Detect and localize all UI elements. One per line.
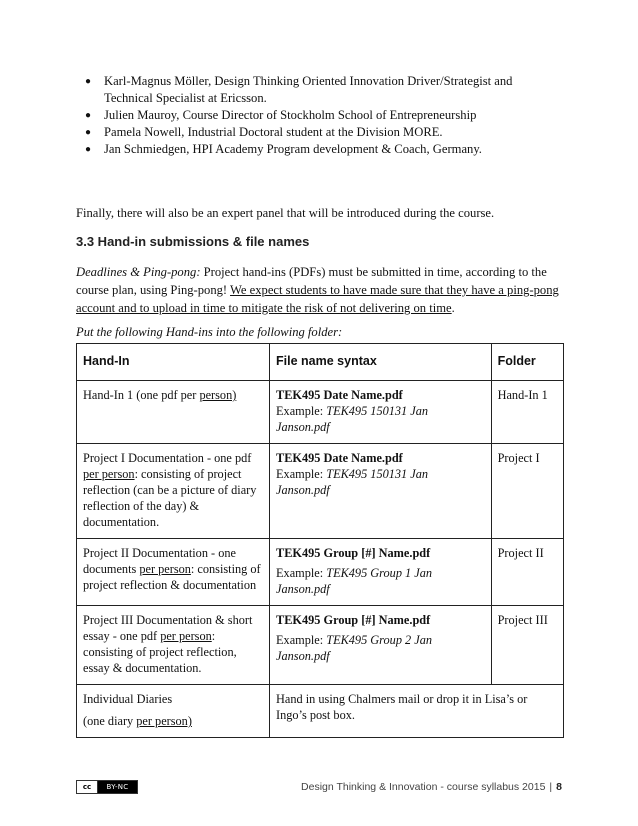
handin-cell <box>77 381 270 444</box>
list-item: ● Pamela Nowell, Industrial Doctoral student at the Division MORE. <box>76 124 546 141</box>
handin-text: Project III Documentation & short essay - one pdf <box>83 613 253 643</box>
list-item: ● Julien Mauroy, Course Director of Stockholm School of Entrepreneurship <box>76 107 546 124</box>
handin-cell <box>77 444 270 539</box>
table-row <box>77 606 564 685</box>
license-label: BY-NC <box>98 781 137 793</box>
header-folder: Folder <box>491 344 563 381</box>
file-name-cell <box>270 539 492 606</box>
folder-cell: Project I <box>491 444 563 539</box>
put-following-instruction: Put the following Hand-ins into the following folder: <box>76 325 343 339</box>
header-handin: Hand-In <box>77 344 270 381</box>
table-header-row <box>77 344 564 381</box>
handin-underlined: per person <box>139 562 191 576</box>
example-value: TEK495 Group 2 Jan Janson.pdf <box>276 633 433 663</box>
handin-underlined: per person <box>160 629 212 643</box>
list-item: ● Karl-Magnus Möller, Design Thinking Oriented Innovation Driver/Strategist and Technical Specialist at Ericsson. <box>76 73 546 107</box>
handin-text: Hand-In 1 (one pdf per <box>83 388 200 402</box>
footer-title: Design Thinking & Innovation - course syllabus 2015 <box>301 781 546 793</box>
handin-text-end: : consisting of project reflection (can be a picture of diary reflection of the day) & documentation. <box>83 467 257 529</box>
file-name-syntax: TEK495 Date Name.pdf <box>276 388 403 402</box>
page-number: 8 <box>556 781 562 793</box>
handin-cell <box>77 606 270 685</box>
file-name-cell <box>270 444 492 539</box>
table-row <box>77 381 564 444</box>
example-value: TEK495 150131 Jan Janson.pdf <box>276 404 429 434</box>
folder-cell: Project III <box>491 606 563 685</box>
folder-cell: Hand-In 1 <box>491 381 563 444</box>
section-heading: 3.3 Hand-in submissions & file names <box>76 234 310 249</box>
table-row <box>77 685 564 738</box>
file-name-cell <box>270 606 492 685</box>
folder-cell: Project II <box>491 539 563 606</box>
file-name-example <box>276 466 485 498</box>
example-value: TEK495 150131 Jan Janson.pdf <box>276 467 429 497</box>
diaries-sub <box>83 713 263 729</box>
diaries-instruction: Hand in using Chalmers mail or drop it in Lisa’s or Ingo’s post box. <box>270 685 564 738</box>
example-label: Example: <box>276 633 327 647</box>
example-label: Example: <box>276 566 327 580</box>
file-name-cell <box>270 381 492 444</box>
handin-text: Project II Documentation - one documents <box>83 546 236 576</box>
diaries-sub-underlined: per person) <box>136 714 192 728</box>
handin-text-end: : consisting of project reflection, essay & documentation. <box>83 629 237 675</box>
diaries-title: Individual Diaries <box>83 692 173 706</box>
example-value: TEK495 Group 1 Jan Janson.pdf <box>276 566 433 596</box>
handin-underlined: per person <box>83 467 135 481</box>
handin-text: Project I Documentation - one pdf <box>83 451 252 465</box>
file-name-example <box>276 632 485 664</box>
handin-cell <box>77 539 270 606</box>
file-name-example <box>276 565 485 597</box>
footer-separator: | <box>549 781 553 793</box>
example-label: Example: <box>276 467 327 481</box>
header-file-name-syntax: File name syntax <box>270 344 492 381</box>
table-row <box>77 444 564 539</box>
page-footer <box>301 781 562 793</box>
handin-table <box>76 343 564 738</box>
deadlines-text: Project hand-ins (PDFs) must be submitted in time, according to the course plan, using Ping-pong! <box>76 265 547 297</box>
deadlines-paragraph <box>76 263 566 317</box>
deadlines-underlined-text: We expect students to have made sure that they have a ping-pong account and to upload in time to mitigate the risk of not delivering on time <box>76 283 559 315</box>
deadlines-lead: Deadlines & Ping-pong: <box>76 265 201 279</box>
deadlines-end: . <box>451 301 455 315</box>
expert-panel-list <box>76 73 546 158</box>
handin-text-end: : consisting of project reflection & documentation <box>83 562 261 592</box>
table-row <box>77 539 564 606</box>
handin-underlined: person) <box>199 388 237 402</box>
cc-icon: cc <box>77 781 98 793</box>
expert-panel-note: Finally, there will also be an expert panel that will be introduced during the course. <box>76 206 495 220</box>
handin-cell <box>77 685 270 738</box>
file-name-syntax: TEK495 Group [#] Name.pdf <box>276 546 431 560</box>
file-name-syntax: TEK495 Group [#] Name.pdf <box>276 613 431 627</box>
example-label: Example: <box>276 404 327 418</box>
file-name-example <box>276 403 485 435</box>
list-item: ● Jan Schmiedgen, HPI Academy Program development & Coach, Germany. <box>76 141 546 158</box>
cc-license-badge <box>76 780 138 794</box>
diaries-sub-text: (one diary <box>83 714 137 728</box>
file-name-syntax: TEK495 Date Name.pdf <box>276 451 403 465</box>
